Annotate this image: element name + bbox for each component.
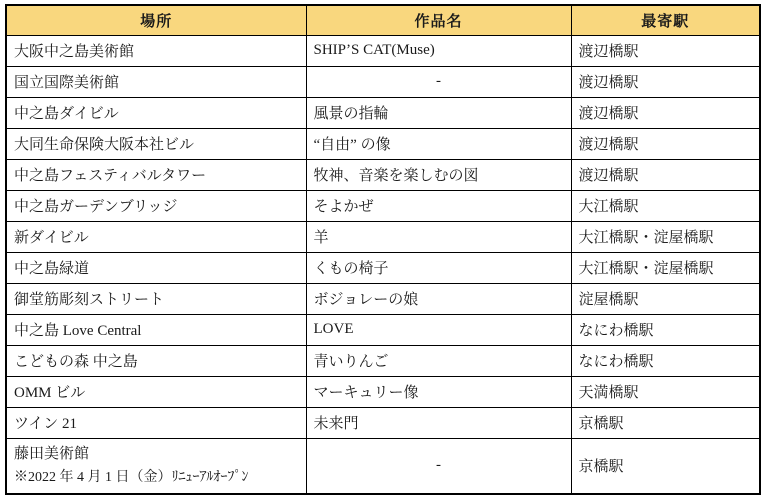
station-cell: 渡辺橋駅 xyxy=(571,97,760,128)
table-row xyxy=(6,283,760,314)
work-cell: 青いりんご xyxy=(306,345,571,376)
work-cell: マーキュリー像 xyxy=(306,376,571,407)
place-cell: 国立国際美術館 xyxy=(6,66,306,97)
station-cell: 淀屋橋駅 xyxy=(571,283,760,314)
place-cell: OMM ビル xyxy=(6,376,306,407)
station-cell: 大江橋駅 xyxy=(571,190,760,221)
place-cell: 大阪中之島美術館 xyxy=(6,35,306,66)
station-cell: 渡辺橋駅 xyxy=(571,35,760,66)
work-cell: ボジョレーの娘 xyxy=(306,283,571,314)
header-row xyxy=(6,5,760,35)
work-cell: そよかぜ xyxy=(306,190,571,221)
work-cell: 風景の指輪 xyxy=(306,97,571,128)
place-cell: 中之島フェスティバルタワー xyxy=(6,159,306,190)
header-work: 作品名 xyxy=(306,5,571,35)
place-cell: 中之島ダイビル xyxy=(6,97,306,128)
header-station: 最寄駅 xyxy=(571,5,760,35)
table-row xyxy=(6,97,760,128)
place-note: ※2022 年 4 月 1 日（金）ﾘﾆｭｰｱﾙｵｰﾌﾟﾝ xyxy=(14,469,249,485)
station-cell: 京橋駅 xyxy=(571,407,760,438)
table-row xyxy=(6,252,760,283)
place-cell: 中之島緑道 xyxy=(6,252,306,283)
table-row xyxy=(6,438,760,494)
place-name: 藤田美術館 xyxy=(14,446,90,463)
work-cell: SHIP’S CAT(Muse) xyxy=(306,35,571,66)
work-cell: 羊 xyxy=(306,221,571,252)
artworks-table xyxy=(5,4,761,495)
table-row xyxy=(6,128,760,159)
place-cell: こどもの森 中之島 xyxy=(6,345,306,376)
work-cell: LOVE xyxy=(306,314,571,345)
table-row xyxy=(6,66,760,97)
place-cell: 新ダイビル xyxy=(6,221,306,252)
table-row xyxy=(6,221,760,252)
table-row xyxy=(6,190,760,221)
place-cell: 大同生命保険大阪本社ビル xyxy=(6,128,306,159)
table-row xyxy=(6,35,760,66)
station-cell: 渡辺橋駅 xyxy=(571,159,760,190)
place-cell: 御堂筋彫刻ストリート xyxy=(6,283,306,314)
work-cell: 未来門 xyxy=(306,407,571,438)
station-cell: 渡辺橋駅 xyxy=(571,128,760,159)
table-row xyxy=(6,159,760,190)
work-cell: - xyxy=(306,66,571,97)
station-cell: なにわ橋駅 xyxy=(571,314,760,345)
work-cell: “自由” の像 xyxy=(306,128,571,159)
station-cell: 大江橋駅・淀屋橋駅 xyxy=(571,252,760,283)
station-cell: 天満橋駅 xyxy=(571,376,760,407)
table-row xyxy=(6,314,760,345)
work-cell: くもの椅子 xyxy=(306,252,571,283)
station-cell: 京橋駅 xyxy=(571,438,760,494)
station-cell: 大江橋駅・淀屋橋駅 xyxy=(571,221,760,252)
work-cell: 牧神、音楽を楽しむの図 xyxy=(306,159,571,190)
station-cell: 渡辺橋駅 xyxy=(571,66,760,97)
place-cell: ツイン 21 xyxy=(6,407,306,438)
header-place: 場所 xyxy=(6,5,306,35)
place-cell: 中之島 Love Central xyxy=(6,314,306,345)
table-row xyxy=(6,345,760,376)
table-row xyxy=(6,376,760,407)
work-cell: - xyxy=(306,438,571,494)
table-row xyxy=(6,407,760,438)
place-cell: 中之島ガーデンブリッジ xyxy=(6,190,306,221)
station-cell: なにわ橋駅 xyxy=(571,345,760,376)
place-cell xyxy=(6,438,306,494)
